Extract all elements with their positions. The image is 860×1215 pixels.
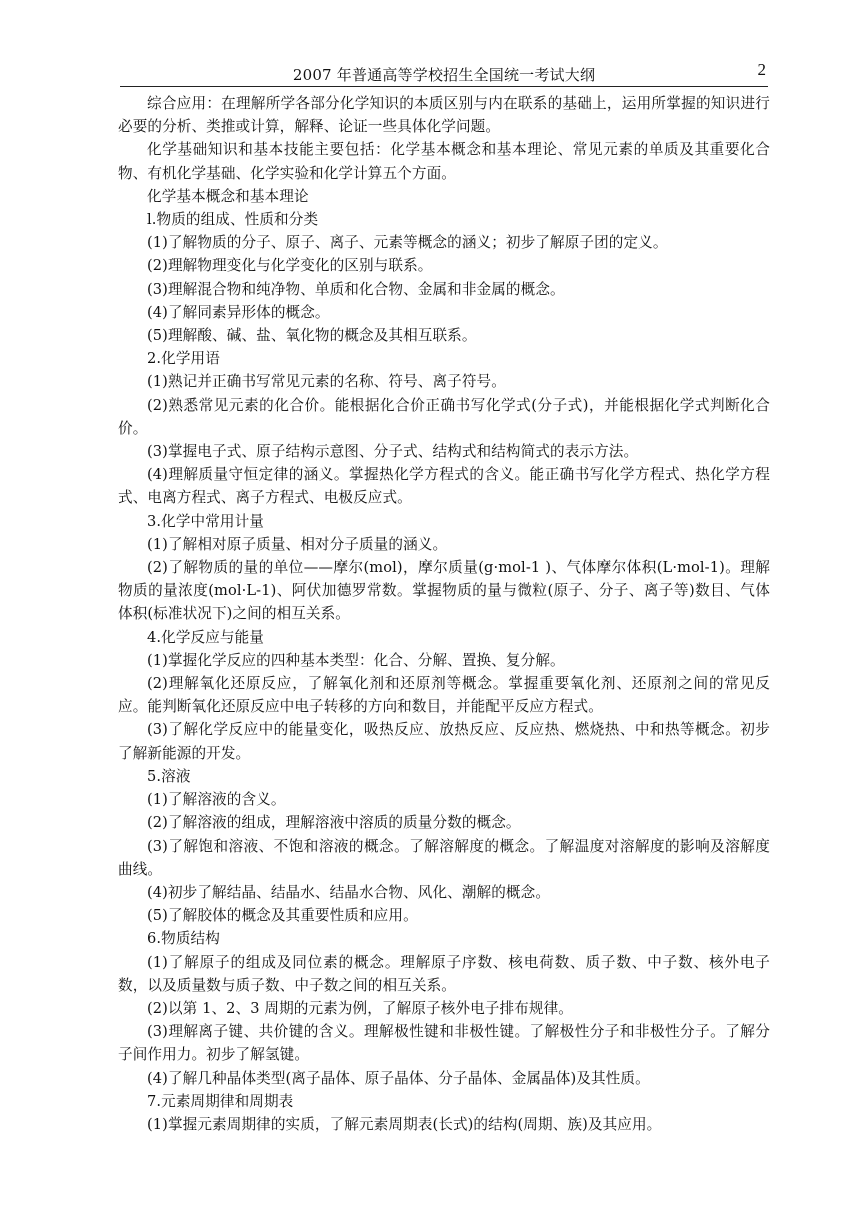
list-item: (5)了解胶体的概念及其重要性质和应用。	[147, 907, 418, 925]
list-item: (2)了解溶液的组成，理解溶液中溶质的质量分数的概念。	[147, 814, 521, 832]
document-body	[118, 92, 770, 1136]
list-item: (1)掌握元素周期律的实质，了解元素周期表(长式)的结构(周期、族)及其应用。	[147, 1115, 662, 1133]
list-item: (4)了解同素异形体的概念。	[147, 303, 330, 321]
list-item: (1)了解溶液的含义。	[147, 791, 286, 809]
list-item: (3)理解离子键、共价键的含义。理解极性键和非极性键。了解极性分子和非极性分子。了解分子间作用力。初步了解氢键。	[118, 1023, 770, 1064]
subsection-heading: 5.溶液	[147, 767, 191, 785]
page-number: 2	[757, 60, 766, 79]
list-item: (5)理解酸、碱、盐、氧化物的概念及其相互联系。	[147, 327, 477, 345]
subsection-heading: 7.元素周期律和周期表	[147, 1092, 294, 1110]
list-item: (3)理解混合物和纯净物、单质和化合物、金属和非金属的概念。	[147, 280, 565, 298]
list-item: (3)了解化学反应中的能量变化，吸热反应、放热反应、反应热、燃烧热、中和热等概念。初步了解新能源的开发。	[118, 721, 770, 762]
subsection-heading: 2.化学用语	[147, 350, 220, 368]
list-item: (2)了解物质的量的单位——摩尔(mol)，摩尔质量(g·mol-1 )、气体摩尔体积(L·mol-1)。理解物质的量浓度(mol·L-1)、阿伏加德罗常数。掌握物质的量与微粒(原子、分子、离子等)数目、气体体积(标准状况下)之间的相互关系。	[118, 559, 770, 623]
page-header	[120, 62, 768, 87]
list-item: (2)理解氧化还原反应，了解氧化剂和还原剂等概念。掌握重要氧化剂、还原剂之间的常见反应。能判断氧化还原反应中电子转移的方向和数目，并能配平反应方程式。	[118, 675, 770, 716]
list-item: (1)了解物质的分子、原子、离子、元素等概念的涵义；初步了解原子团的定义。	[147, 234, 668, 252]
subsection-heading: 3.化学中常用计量	[147, 512, 264, 530]
subsection-heading: l.物质的组成、性质和分类	[147, 211, 319, 229]
header-title: 2007 年普通高等学校招生全国统一考试大纲	[292, 66, 596, 84]
list-item: (4)初步了解结晶、结晶水、结晶水合物、风化、潮解的概念。	[147, 883, 551, 901]
paragraph: 化学基础知识和基本技能主要包括：化学基本概念和基本理论、常见元素的单质及其重要化合物、有机化学基础、化学实验和化学计算五个方面。	[118, 141, 770, 182]
list-item: (4)了解几种晶体类型(离子晶体、原子晶体、分子晶体、金属晶体)及其性质。	[147, 1069, 650, 1087]
list-item: (2)以第 1、2、3 周期的元素为例，了解原子核外电子排布规律。	[147, 999, 573, 1017]
list-item: (3)掌握电子式、原子结构示意图、分子式、结构式和结构简式的表示方法。	[147, 443, 639, 461]
list-item: (4)理解质量守恒定律的涵义。掌握热化学方程式的含义。能正确书写化学方程式、热化学方程式、电离方程式、离子方程式、电极反应式。	[118, 466, 770, 507]
list-item: (3)了解饱和溶液、不饱和溶液的概念。了解溶解度的概念。了解温度对溶解度的影响及溶解度曲线。	[118, 837, 770, 878]
list-item: (1)熟记并正确书写常见元素的名称、符号、离子符号。	[147, 373, 506, 391]
subsection-heading: 4.化学反应与能量	[147, 628, 264, 646]
section-heading: 化学基本概念和基本理论	[147, 187, 309, 205]
list-item: (2)熟悉常见元素的化合价。能根据化合价正确书写化学式(分子式)，并能根据化学式判断化合价。	[118, 396, 770, 437]
list-item: (1)掌握化学反应的四种基本类型：化合、分解、置换、复分解。	[147, 651, 565, 669]
list-item: (1)了解原子的组成及同位素的概念。理解原子序数、核电荷数、质子数、中子数、核外电子数，以及质量数与质子数、中子数之间的相互关系。	[118, 953, 770, 994]
subsection-heading: 6.物质结构	[147, 930, 220, 948]
paragraph: 综合应用：在理解所学各部分化学知识的本质区别与内在联系的基础上，运用所掌握的知识进行必要的分析、类推或计算，解释、论证一些具体化学问题。	[118, 95, 770, 136]
list-item: (2)理解物理变化与化学变化的区别与联系。	[147, 257, 433, 275]
list-item: (1)了解相对原子质量、相对分子质量的涵义。	[147, 535, 448, 553]
